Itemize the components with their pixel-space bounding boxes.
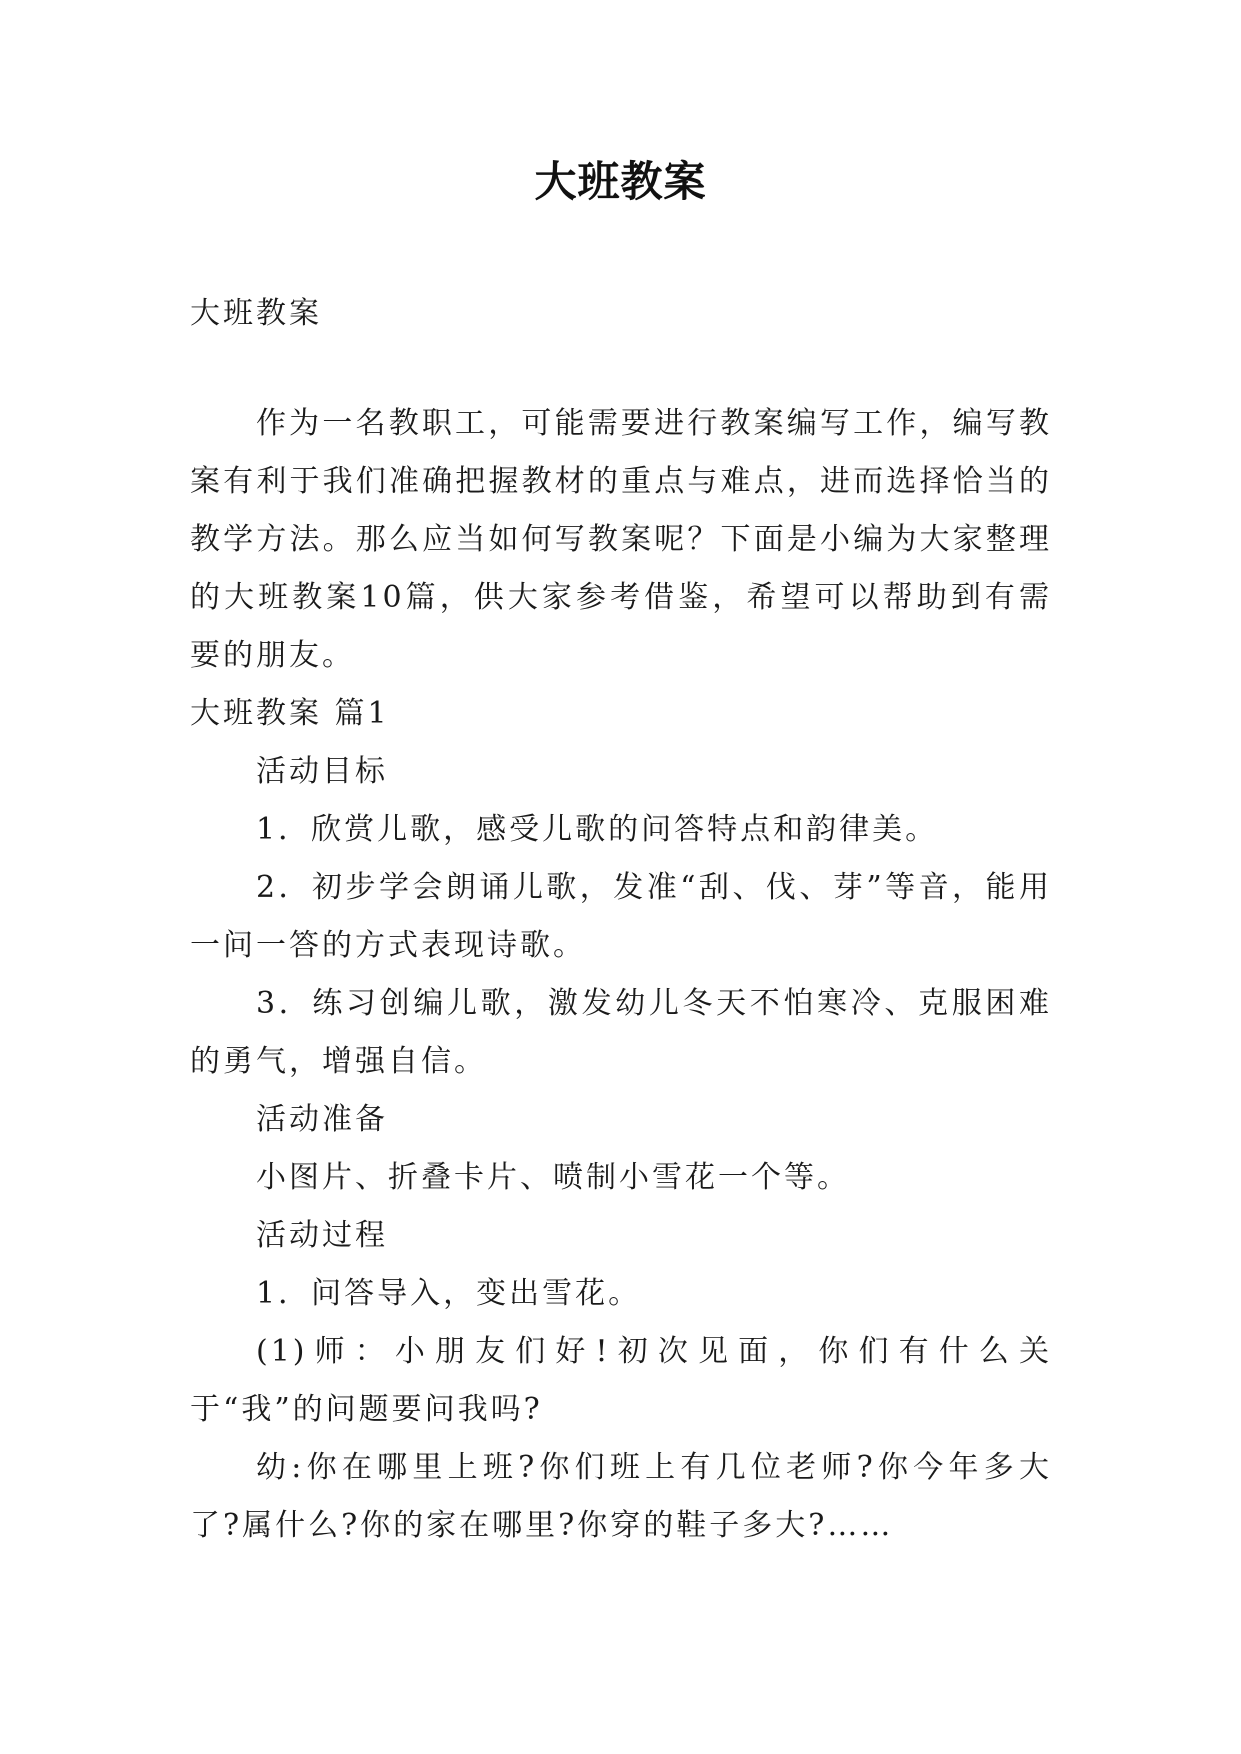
prep-text: 小图片、折叠卡片、喷制小雪花一个等。 bbox=[256, 1160, 850, 1195]
section-heading: 大班教案 篇1 bbox=[190, 696, 390, 731]
goal-item: 2．初步学会朗诵儿歌，发准“刮、伐、芽”等音，能用一问一答的方式表现诗歌。 bbox=[190, 870, 1052, 963]
dialogue-teacher: (1)师：小朋友们好!初次见面，你们有什么关于“我”的问题要问我吗? bbox=[190, 1334, 1052, 1427]
document-subtitle: 大班教案 bbox=[190, 296, 322, 331]
prep-heading: 活动准备 bbox=[256, 1102, 388, 1137]
goal-item: 3．练习创编儿歌，激发幼儿冬天不怕寒冷、克服困难的勇气，增强自信。 bbox=[190, 986, 1052, 1079]
document-body bbox=[190, 285, 1052, 1555]
goal-item: 1．欣赏儿歌，感受儿歌的问答特点和韵律美。 bbox=[256, 812, 939, 847]
process-step: 1．问答导入，变出雪花。 bbox=[256, 1276, 642, 1311]
intro-paragraph: 作为一名教职工，可能需要进行教案编写工作，编写教案有利于我们准确把握教材的重点与难点，进而选择恰当的教学方法。那么应当如何写教案呢？下面是小编为大家整理的大班教案10篇，供大家参考借鉴，希望可以帮助到有需要的朋友。 bbox=[190, 406, 1052, 673]
document-title: 大班教案 bbox=[534, 157, 707, 206]
process-heading: 活动过程 bbox=[256, 1218, 388, 1253]
goals-heading: 活动目标 bbox=[256, 754, 388, 789]
dialogue-children: 幼:你在哪里上班?你们班上有几位老师?你今年多大了?属什么?你的家在哪里?你穿的鞋子多大?…… bbox=[190, 1450, 1052, 1543]
